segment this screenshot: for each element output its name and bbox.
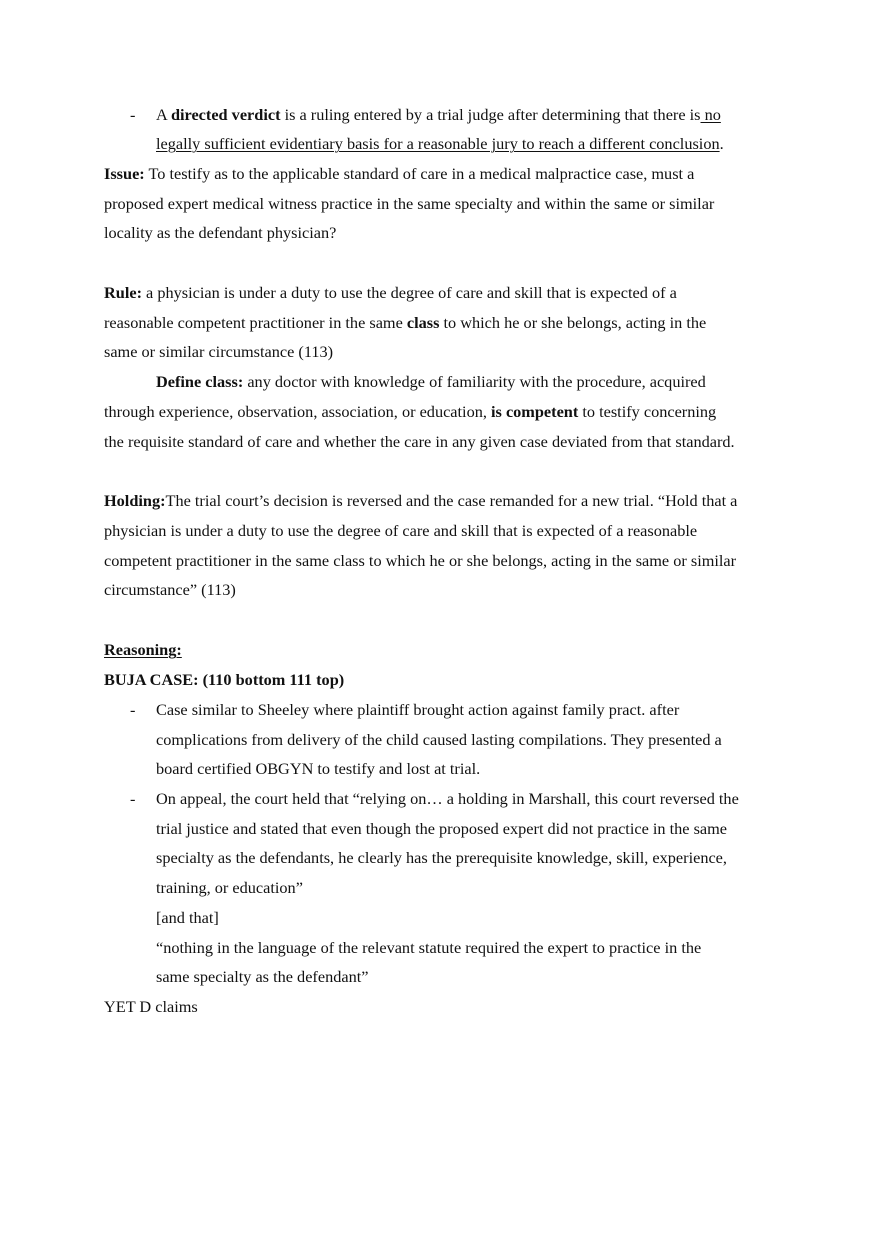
bullet2-line-3: specialty as the defendants, he clearly has the prerequisite knowledge, skill, experience, <box>156 848 727 867</box>
bullet-dash: - <box>130 700 136 719</box>
definition-term: directed verdict <box>170 105 281 124</box>
issue-line-1: Issue: To testify as to the applicable standard of care in a medical malpractice case, must a <box>104 164 695 183</box>
bullet1-line-1: Case similar to Sheeley where plaintiff brought action against family pract. after <box>156 700 680 719</box>
rule-line-3: same or similar circumstance (113) <box>104 342 334 361</box>
reasoning-heading: Reasoning: <box>104 640 182 659</box>
issue-line-3: locality as the defendant physician? <box>104 223 337 242</box>
bullet-dash: - <box>130 105 136 124</box>
rule-line-2: reasonable competent practitioner in the same class to which he or she belongs, acting in the <box>104 313 707 332</box>
rule-line-1: Rule: a physician is under a duty to use the degree of care and skill that is expected of a <box>104 283 677 302</box>
holding-line-2: physician is under a duty to use the degree of care and skill that is expected of a reasonable <box>104 521 698 540</box>
holding-line-3: competent practitioner in the same class to which he or she belongs, acting in the same or similar <box>104 551 737 570</box>
definition-line-2: legally sufficient evidentiary basis for a reasonable jury to reach a different conclusion. <box>156 134 724 153</box>
bullet2-line-6: “nothing in the language of the relevant statute required the expert to practice in the <box>156 938 702 957</box>
holding-line-4: circumstance” (113) <box>104 580 236 599</box>
define-line-2: through experience, observation, association, or education, is competent to testify concerning <box>104 402 717 421</box>
holding-label: Holding: <box>104 491 166 510</box>
bullet2-line-7: same specialty as the defendant” <box>156 967 369 986</box>
bullet1-line-2: complications from delivery of the child caused lasting compilations. They presented a <box>156 730 722 749</box>
definition-line-1: A directed verdict is a ruling entered by a trial judge after determining that there is no <box>156 105 721 124</box>
bullet-dash: - <box>130 789 136 808</box>
define-line-3: the requisite standard of care and whether the care in any given case deviated from that standard. <box>104 432 735 451</box>
bullet1-line-3: board certified OBGYN to testify and lost at trial. <box>156 759 481 778</box>
closing-line: YET D claims <box>104 997 198 1016</box>
bullet2-line-4: training, or education” <box>156 878 303 897</box>
rule-label: Rule: <box>104 283 142 302</box>
issue-line-2: proposed expert medical witness practice in the same specialty and within the same or similar <box>104 194 715 213</box>
define-line-1: Define class: any doctor with knowledge of familiarity with the procedure, acquired <box>156 372 706 391</box>
holding-line-1: Holding:The trial court’s decision is reversed and the case remanded for a new trial. “Hold that a <box>104 491 738 510</box>
issue-label: Issue: <box>104 164 145 183</box>
define-label: Define class: <box>156 372 244 391</box>
bullet2-line-1: On appeal, the court held that “relying on… a holding in Marshall, this court reversed the <box>156 789 739 808</box>
buja-case-heading: BUJA CASE: (110 bottom 111 top) <box>104 670 345 689</box>
bullet2-line-2: trial justice and stated that even though the proposed expert did not practice in the same <box>156 819 728 838</box>
bullet2-line-5: [and that] <box>156 908 219 927</box>
